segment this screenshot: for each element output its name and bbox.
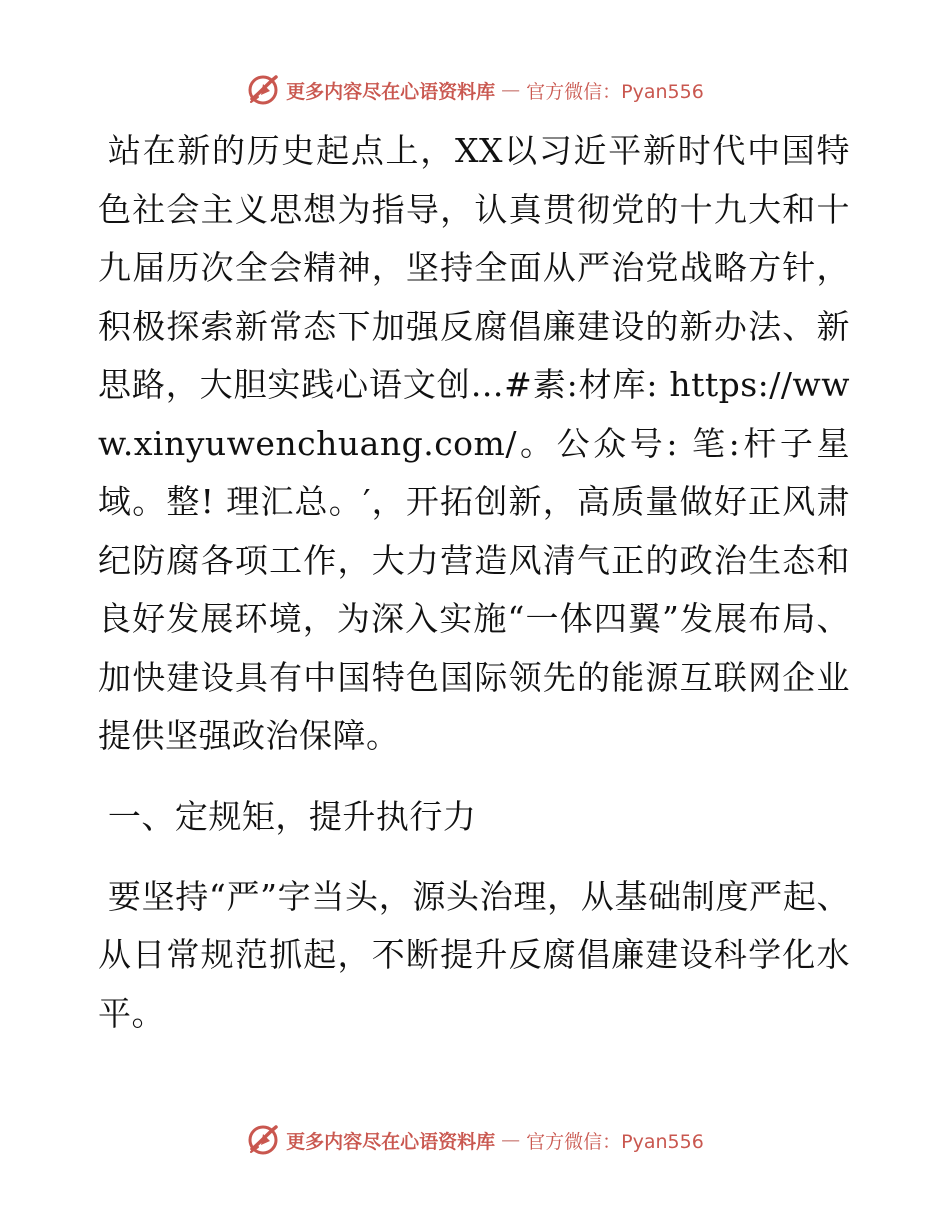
body-paragraph-2: 要坚持“严”字当头，源头治理，从基础制度严起、从日常规范抓起，不断提升反腐倡廉建设科学化水平。 — [98, 876, 850, 1033]
footer-banner-separator: — — [501, 1129, 521, 1151]
pen-logo-icon — [246, 1123, 280, 1157]
header-banner-inner — [246, 73, 704, 107]
header-banner-contact: 官方微信：Pyan556 — [526, 80, 704, 103]
section-heading-1: 一、定规矩，提升执行力 — [107, 796, 477, 836]
document-body — [98, 122, 850, 1043]
footer-banner-inner — [246, 1123, 704, 1157]
pen-logo-icon — [246, 73, 280, 107]
body-paragraph-1: 站在新的历史起点上，XX以习近平新时代中国特色社会主义思想为指导，认真贯彻党的十九大和十九届历次全会精神，坚持全面从严治党战略方针，积极探索新常态下加强反腐倡廉建设的新办法、新思路，大胆实践心语文创…#素:材库: https://www.xinyuwenchuang.com/。公众号: 笔:杆子星域。整! 理汇总。′，开拓创新，高质量做好正风肃纪防腐各项工作，大力营造风清气正的政治生态和良好发展环境，为深入实施“一体四翼”发展布局、加快建设具有中国特色国际领先的能源互联网企业提供坚强政治保障。 — [98, 131, 850, 755]
header-banner-text: 更多内容尽在心语资料库 — [286, 80, 496, 103]
header-banner — [0, 72, 950, 108]
footer-banner-text: 更多内容尽在心语资料库 — [286, 1130, 496, 1153]
footer-banner — [0, 1122, 950, 1158]
header-banner-separator: — — [501, 79, 521, 101]
footer-banner-contact: 官方微信：Pyan556 — [526, 1130, 704, 1153]
